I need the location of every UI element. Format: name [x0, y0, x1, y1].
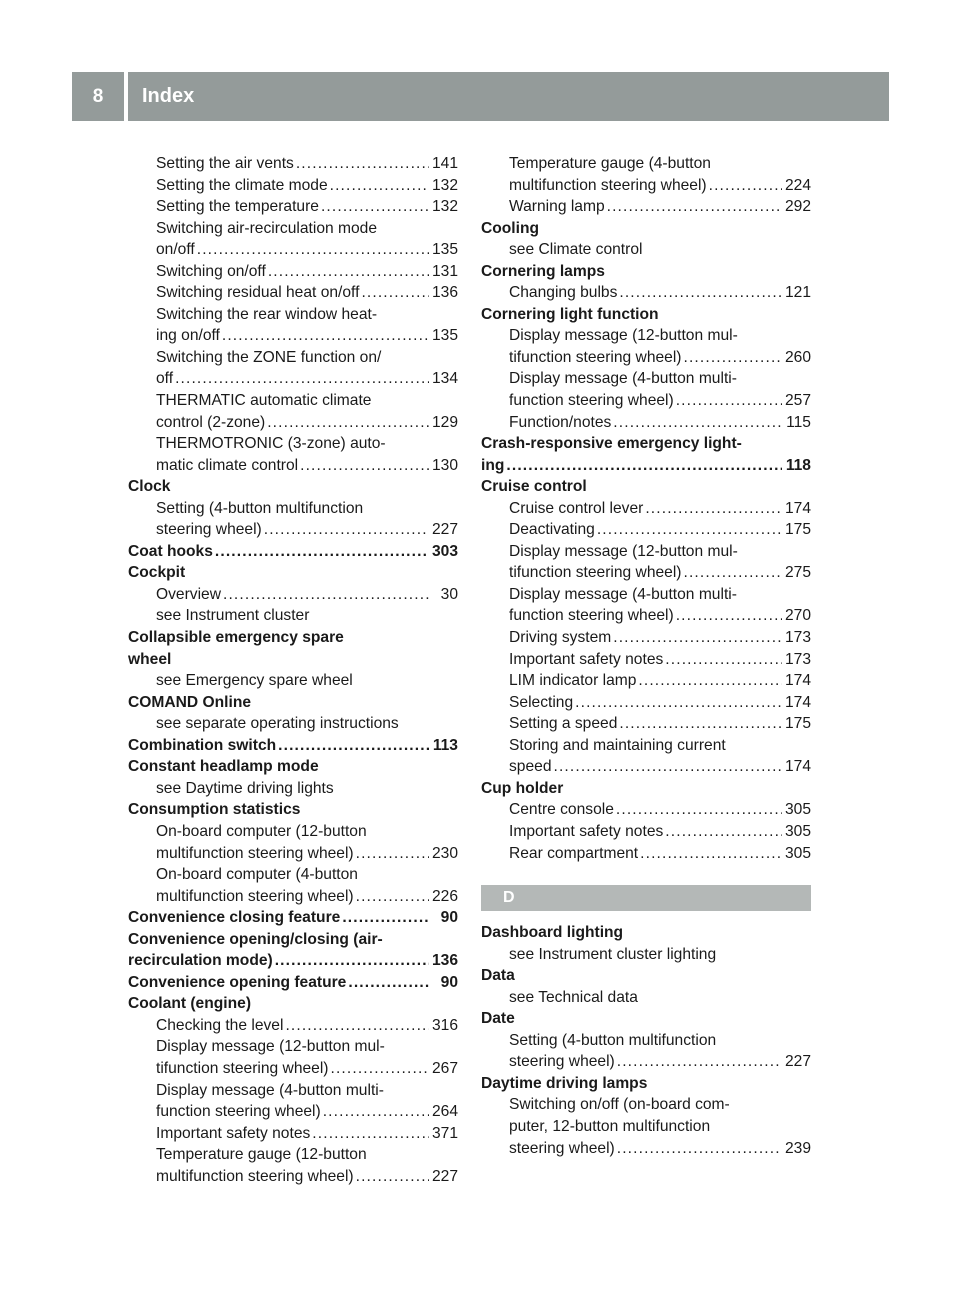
- page-reference: 305: [784, 801, 811, 819]
- index-subentry: [481, 799, 811, 821]
- entry-text: Switching residual heat on/off: [156, 284, 360, 302]
- page-reference: 316: [431, 1016, 458, 1034]
- section-letter: D: [503, 889, 515, 907]
- index-subentry: [481, 713, 811, 735]
- entry-text: on/off: [156, 241, 195, 259]
- page-reference: 134: [431, 370, 458, 388]
- entry-text: Switching the ZONE function on/: [156, 348, 382, 366]
- index-subentry: [481, 239, 811, 261]
- entry-text: Dashboard lighting: [481, 924, 624, 942]
- index-subentry: [481, 541, 811, 563]
- entry-text: Selecting: [509, 693, 574, 711]
- dot-leader: [575, 692, 782, 714]
- entry-text: COMAND Online: [128, 693, 252, 711]
- index-heading: [481, 922, 811, 944]
- index-subentry: [128, 261, 458, 283]
- dot-leader: [222, 325, 429, 347]
- entry-text: Setting the temperature: [156, 198, 319, 216]
- page-reference: 303: [431, 542, 458, 560]
- dot-leader: [312, 1123, 429, 1145]
- page-reference: 260: [784, 348, 811, 366]
- page-reference: 224: [784, 176, 811, 194]
- index-subentry: [128, 325, 458, 347]
- index-subentry: [481, 584, 811, 606]
- dot-leader: [645, 498, 782, 520]
- dot-leader: [323, 1101, 429, 1123]
- entry-text: tifunction steering wheel): [509, 564, 682, 582]
- entry-text: function steering wheel): [156, 1103, 321, 1121]
- entry-text: Data: [481, 967, 515, 985]
- index-subentry: [128, 239, 458, 261]
- page-reference: 264: [431, 1103, 458, 1121]
- page-reference: 131: [431, 262, 458, 280]
- entry-text: Display message (4-button multi-: [509, 585, 737, 603]
- entry-text: Storing and maintaining current: [509, 736, 726, 754]
- index-subentry: [128, 670, 458, 692]
- index-subentry: [128, 1166, 458, 1188]
- entry-text: Convenience opening feature: [128, 973, 347, 991]
- dot-leader: [330, 175, 429, 197]
- entry-text: Switching on/off (on-board com-: [509, 1096, 730, 1114]
- dot-leader: [348, 972, 429, 994]
- entry-text: Cruise control lever: [509, 499, 644, 517]
- index-heading: [128, 950, 458, 972]
- entry-text: Warning lamp: [509, 198, 605, 216]
- page-reference: 141: [431, 155, 458, 172]
- dot-leader: [597, 519, 782, 541]
- entry-text: Display message (4-button multi-: [156, 1081, 384, 1099]
- index-subentry: [481, 735, 811, 757]
- entry-text: Cornering lamps: [481, 262, 605, 280]
- index-heading: [128, 649, 458, 671]
- entry-text: off: [156, 370, 174, 388]
- page-reference: 113: [432, 736, 458, 754]
- entry-text: Convenience closing feature: [128, 909, 341, 927]
- page-reference: 227: [431, 521, 458, 539]
- index-heading: [481, 455, 811, 477]
- entry-text: Driving system: [509, 629, 612, 647]
- page-reference: 239: [784, 1139, 811, 1157]
- index-heading: [128, 692, 458, 714]
- index-heading: [128, 735, 458, 757]
- index-subentry: [128, 282, 458, 304]
- section-header-d: [481, 885, 811, 911]
- index-heading: [128, 972, 458, 994]
- entry-text: Setting a speed: [509, 715, 618, 733]
- dot-leader: [223, 584, 429, 606]
- dot-leader: [267, 412, 429, 434]
- page-reference: 371: [431, 1124, 458, 1142]
- page-reference: 175: [784, 715, 811, 733]
- index-heading: [481, 433, 811, 455]
- page-reference: 135: [431, 327, 458, 345]
- index-subentry: [128, 175, 458, 197]
- index-subentry: [128, 1036, 458, 1058]
- index-heading: [481, 778, 811, 800]
- page-reference: 121: [784, 284, 811, 302]
- dot-leader: [197, 239, 429, 261]
- entry-text: On-board computer (12-button: [156, 822, 367, 840]
- entry-text: Checking the level: [156, 1016, 284, 1034]
- entry-text: Daytime driving lamps: [481, 1074, 648, 1092]
- index-column-left: [128, 153, 458, 1187]
- entry-text: matic climate control: [156, 456, 299, 474]
- entry-text: Function/notes: [509, 413, 612, 431]
- header-divider: [124, 72, 128, 121]
- entry-text: tifunction steering wheel): [509, 348, 682, 366]
- page-header: [72, 72, 889, 121]
- index-subentry: [481, 562, 811, 584]
- entry-text: multifunction steering wheel): [156, 844, 354, 862]
- entry-text: Crash-responsive emergency light-: [481, 435, 742, 453]
- index-subentry: [128, 1144, 458, 1166]
- entry-text: Setting (4-button multifunction: [156, 499, 364, 517]
- dot-leader: [617, 1051, 782, 1073]
- index-subentry: [128, 347, 458, 369]
- index-subentry: [481, 498, 811, 520]
- dot-leader: [617, 1138, 782, 1160]
- dot-leader: [665, 649, 782, 671]
- index-subentry: [481, 670, 811, 692]
- dot-leader: [275, 950, 429, 972]
- index-subentry: [128, 605, 458, 627]
- index-heading: [481, 476, 811, 498]
- index-subentry: [128, 1123, 458, 1145]
- index-subentry: [481, 649, 811, 671]
- page-reference: 305: [784, 822, 811, 840]
- dot-leader: [506, 455, 782, 477]
- page-reference: 130: [431, 456, 458, 474]
- index-subentry: [481, 605, 811, 627]
- entry-text: see Instrument cluster lighting: [509, 945, 717, 963]
- dot-leader: [619, 713, 782, 735]
- entry-text: see Instrument cluster: [156, 607, 310, 625]
- dot-leader: [709, 175, 782, 197]
- index-subentry: [128, 843, 458, 865]
- index-subentry: [128, 1058, 458, 1080]
- page-reference: 118: [785, 456, 811, 474]
- entry-text: ing on/off: [156, 327, 220, 345]
- page-reference: 173: [784, 629, 811, 647]
- entry-text: Convenience opening/closing (air-: [128, 930, 383, 948]
- index-subentry: [481, 175, 811, 197]
- entry-text: On-board computer (4-button: [156, 866, 358, 884]
- index-heading: [481, 1008, 811, 1030]
- index-heading: [481, 1073, 811, 1095]
- entries-right-top: [481, 153, 811, 864]
- page-reference: 292: [784, 198, 811, 216]
- index-heading: [128, 476, 458, 498]
- entry-text: Cornering light function: [481, 305, 659, 323]
- dot-leader: [554, 756, 782, 778]
- index-heading: [128, 541, 458, 563]
- page-reference: 226: [431, 887, 458, 905]
- dot-leader: [175, 368, 429, 390]
- entry-text: Consumption statistics: [128, 801, 301, 819]
- dot-leader: [264, 519, 429, 541]
- index-heading: [128, 907, 458, 929]
- page-reference: 132: [431, 176, 458, 194]
- entry-text: Display message (4-button multi-: [509, 370, 737, 388]
- page-reference: 30: [440, 585, 458, 603]
- index-subentry: [128, 368, 458, 390]
- index-subentry: [481, 1051, 811, 1073]
- index-subentry: [481, 1030, 811, 1052]
- page-reference: 174: [784, 672, 811, 690]
- page-reference: 90: [440, 909, 458, 927]
- index-heading: [481, 965, 811, 987]
- index-subentry: [128, 196, 458, 218]
- page-reference: 174: [784, 499, 811, 517]
- index-subentry: [481, 843, 811, 865]
- index-subentry: [128, 864, 458, 886]
- index-subentry: [481, 368, 811, 390]
- page-reference: 227: [431, 1167, 458, 1185]
- index-subentry: [481, 627, 811, 649]
- index-heading: [128, 929, 458, 951]
- index-subentry: [128, 412, 458, 434]
- entry-text: Cup holder: [481, 779, 564, 797]
- index-subentry: [481, 282, 811, 304]
- entry-text: Temperature gauge (4-button: [509, 155, 711, 172]
- index-heading: [128, 627, 458, 649]
- page-reference: 90: [440, 973, 458, 991]
- entry-text: puter, 12-button multifunction: [509, 1117, 711, 1135]
- entry-text: Display message (12-button mul-: [156, 1038, 385, 1056]
- entry-text: see separate operating instructions: [156, 715, 399, 733]
- entry-text: Important safety notes: [509, 650, 664, 668]
- page-reference: 305: [784, 844, 811, 862]
- index-subentry: [128, 886, 458, 908]
- page-reference: 257: [784, 392, 811, 410]
- dot-leader: [640, 843, 782, 865]
- index-subentry: [128, 1080, 458, 1102]
- dot-leader: [342, 907, 429, 929]
- index-subentry: [128, 498, 458, 520]
- dot-leader: [616, 799, 782, 821]
- entry-text: Overview: [156, 585, 221, 603]
- page-reference: 129: [431, 413, 458, 431]
- index-subentry: [481, 987, 811, 1009]
- entry-text: function steering wheel): [509, 392, 674, 410]
- page-reference: 115: [786, 413, 811, 431]
- index-heading: [128, 562, 458, 584]
- entry-text: ing: [481, 456, 505, 474]
- dot-leader: [296, 153, 429, 175]
- entry-text: Collapsible emergency spare: [128, 629, 344, 647]
- dot-leader: [278, 735, 429, 757]
- dot-leader: [613, 627, 782, 649]
- entry-text: multifunction steering wheel): [509, 176, 707, 194]
- dot-leader: [300, 455, 429, 477]
- dot-leader: [607, 196, 782, 218]
- page-reference: 132: [431, 198, 458, 216]
- entry-text: steering wheel): [509, 1139, 615, 1157]
- index-subentry: [128, 519, 458, 541]
- index-subentry: [128, 1101, 458, 1123]
- index-subentry: [481, 1094, 811, 1116]
- page-reference: 135: [431, 241, 458, 259]
- entry-text: Setting the air vents: [156, 155, 294, 172]
- index-subentry: [481, 347, 811, 369]
- index-heading: [481, 304, 811, 326]
- page-reference: 174: [784, 693, 811, 711]
- dot-leader: [665, 821, 782, 843]
- entry-text: Display message (12-button mul-: [509, 542, 738, 560]
- index-heading: [481, 261, 811, 283]
- dot-leader: [356, 886, 429, 908]
- page-number: 8: [92, 85, 104, 107]
- index-subentry: [128, 1015, 458, 1037]
- dot-leader: [268, 261, 429, 283]
- entry-text: Setting the climate mode: [156, 176, 328, 194]
- index-subentry: [481, 692, 811, 714]
- index-subentry: [481, 390, 811, 412]
- entry-text: Cooling: [481, 219, 540, 237]
- dot-leader: [676, 605, 782, 627]
- page-reference: 227: [784, 1053, 811, 1071]
- dot-leader: [684, 562, 782, 584]
- entry-text: Important safety notes: [509, 822, 664, 840]
- index-subentry: [481, 153, 811, 175]
- entry-text: Centre console: [509, 801, 614, 819]
- entry-text: Clock: [128, 478, 171, 496]
- index-subentry: [128, 433, 458, 455]
- dot-leader: [361, 282, 429, 304]
- index-subentry: [128, 713, 458, 735]
- entry-text: see Emergency spare wheel: [156, 672, 353, 690]
- dot-leader: [331, 1058, 429, 1080]
- page-reference: 174: [784, 758, 811, 776]
- entry-text: Date: [481, 1010, 515, 1028]
- index-column-right: [481, 153, 811, 1159]
- index-subentry: [128, 390, 458, 412]
- index-heading: [128, 993, 458, 1015]
- index-subentry: [481, 756, 811, 778]
- page-reference: 136: [431, 284, 458, 302]
- dot-leader: [321, 196, 429, 218]
- entry-text: steering wheel): [156, 521, 262, 539]
- index-subentry: [128, 218, 458, 240]
- index-subentry: [128, 584, 458, 606]
- entry-text: THERMATIC automatic climate: [156, 392, 372, 410]
- entry-text: Switching air-recirculation mode: [156, 219, 378, 237]
- dot-leader: [638, 670, 782, 692]
- index-subentry: [128, 304, 458, 326]
- entry-text: speed: [509, 758, 552, 776]
- entry-text: multifunction steering wheel): [156, 1167, 354, 1185]
- entry-text: Cockpit: [128, 564, 186, 582]
- dot-leader: [676, 390, 782, 412]
- entry-text: Important safety notes: [156, 1124, 311, 1142]
- entry-text: Display message (12-button mul-: [509, 327, 738, 345]
- page-title: Index: [142, 85, 195, 107]
- index-subentry: [128, 455, 458, 477]
- dot-leader: [356, 1166, 429, 1188]
- entry-text: see Technical data: [509, 988, 638, 1006]
- entry-text: Coolant (engine): [128, 995, 252, 1013]
- dot-leader: [215, 541, 429, 563]
- dot-leader: [285, 1015, 429, 1037]
- entry-text: Setting (4-button multifunction: [509, 1031, 717, 1049]
- page-reference: 267: [431, 1059, 458, 1077]
- entry-text: see Climate control: [509, 241, 643, 259]
- index-subentry: [128, 778, 458, 800]
- entry-text: LIM indicator lamp: [509, 672, 637, 690]
- entry-text: THERMOTRONIC (3-zone) auto-: [156, 435, 386, 453]
- entry-text: function steering wheel): [509, 607, 674, 625]
- index-subentry: [128, 153, 458, 175]
- dot-leader: [619, 282, 782, 304]
- index-heading: [128, 799, 458, 821]
- index-heading: [481, 218, 811, 240]
- entry-text: Changing bulbs: [509, 284, 618, 302]
- index-subentry: [481, 196, 811, 218]
- page-reference: 270: [784, 607, 811, 625]
- entry-text: see Daytime driving lights: [156, 779, 334, 797]
- index-subentry: [128, 821, 458, 843]
- entry-text: multifunction steering wheel): [156, 887, 354, 905]
- entry-text: control (2-zone): [156, 413, 266, 431]
- entries-left: [128, 153, 458, 1187]
- page-reference: 136: [431, 952, 458, 970]
- entry-text: Deactivating: [509, 521, 595, 539]
- entry-text: Rear compartment: [509, 844, 639, 862]
- index-subentry: [481, 944, 811, 966]
- entry-text: steering wheel): [509, 1053, 615, 1071]
- dot-leader: [356, 843, 429, 865]
- entry-text: recirculation mode): [128, 952, 273, 970]
- index-subentry: [481, 1138, 811, 1160]
- index-subentry: [481, 412, 811, 434]
- page-reference: 230: [431, 844, 458, 862]
- page-reference: 275: [784, 564, 811, 582]
- index-subentry: [481, 821, 811, 843]
- dot-leader: [684, 347, 782, 369]
- index-subentry: [481, 325, 811, 347]
- entries-right-bottom: [481, 922, 811, 1159]
- entry-text: Cruise control: [481, 478, 587, 496]
- index-heading: [128, 756, 458, 778]
- entry-text: Coat hooks: [128, 542, 213, 560]
- entry-text: tifunction steering wheel): [156, 1059, 329, 1077]
- page-reference: 175: [784, 521, 811, 539]
- dot-leader: [613, 412, 782, 434]
- index-subentry: [481, 1116, 811, 1138]
- entry-text: wheel: [128, 650, 172, 668]
- page-reference: 173: [784, 650, 811, 668]
- entry-text: Temperature gauge (12-button: [156, 1146, 367, 1164]
- entry-text: Switching the rear window heat-: [156, 305, 378, 323]
- index-subentry: [481, 519, 811, 541]
- entry-text: Switching on/off: [156, 262, 266, 280]
- entry-text: Combination switch: [128, 736, 277, 754]
- entry-text: Constant headlamp mode: [128, 758, 319, 776]
